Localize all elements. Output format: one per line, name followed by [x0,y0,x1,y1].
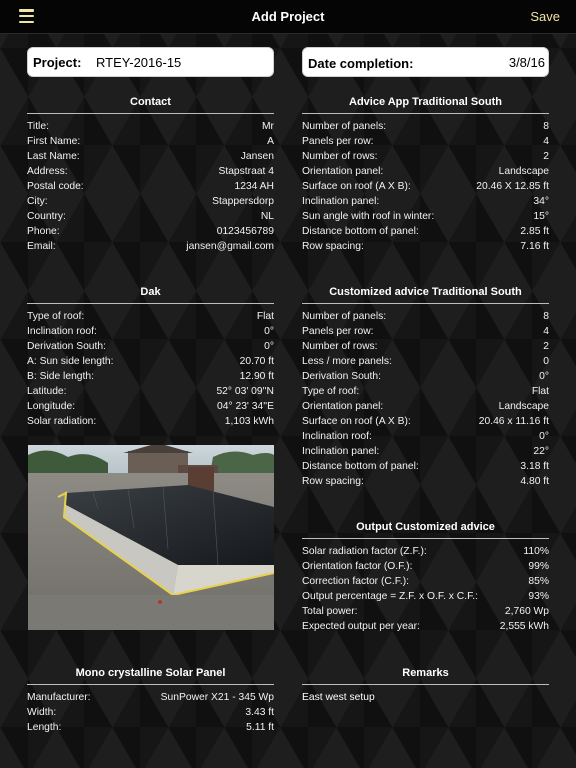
info-row-value: SunPower X21 - 345 Wp [160,692,274,703]
info-row [27,399,274,414]
remarks-text[interactable]: East west setup [302,692,375,703]
info-row-label: Distance bottom of panel: [302,461,419,472]
roof-photo-image [28,445,274,630]
info-row [27,324,274,339]
info-row-value: 1,103 kWh [224,416,274,427]
info-row-label: Number of panels: [302,311,387,322]
info-row-value: 20.46 X 12.85 ft [476,181,549,192]
info-row-value: 0° [539,431,549,442]
info-row-value: Jansen [240,151,274,162]
info-row [302,544,549,559]
info-row [27,239,274,254]
info-row-value: 0123456789 [216,226,274,237]
info-row-value: Flat [531,386,549,397]
dak-section [27,285,274,429]
info-row [27,705,274,720]
info-row-value: Landscape [498,401,549,412]
info-row [302,459,549,474]
solar-panel-section [27,666,274,735]
info-row [302,194,549,209]
info-row-value: Mr [261,121,274,132]
info-row-label: Output percentage = Z.F. x O.F. x C.F.: [302,591,478,602]
project-value: RTEY-2016-15 [96,55,182,70]
info-row [27,179,274,194]
output-title: Output Customized advice [302,520,549,539]
info-row-value: 1234 AH [234,181,274,192]
contact-section [27,95,274,254]
info-row-label: Orientation factor (O.F.): [302,561,413,572]
info-row-label: Inclination roof: [302,431,372,442]
info-row [302,339,549,354]
info-row-value: 85% [528,576,549,587]
info-row [302,209,549,224]
info-row-label: First Name: [27,136,81,147]
date-completion-label: Date completion: [308,56,414,71]
info-row-value: 2.85 ft [520,226,549,237]
info-row-value: 2 [543,151,549,162]
info-row-value: 99% [528,561,549,572]
info-row-value: Stappersdorp [212,196,274,207]
info-row [27,209,274,224]
info-row-label: Latitude: [27,386,67,397]
info-row-label: Postal code: [27,181,84,192]
info-row-label: Row spacing: [302,241,364,252]
info-row [27,149,274,164]
info-row [302,559,549,574]
info-row-label: Email: [27,241,56,252]
info-row-label: Panels per row: [302,326,374,337]
info-row-value: 5.11 ft [246,722,274,733]
info-row [27,369,274,384]
info-row [302,369,549,384]
info-row-label: Title: [27,121,49,132]
info-row-label: Distance bottom of panel: [302,226,419,237]
customized-advice-rows [302,309,549,489]
info-row-label: Inclination roof: [27,326,97,337]
info-row-label: Phone: [27,226,60,237]
info-row-label: Width: [27,707,57,718]
info-row-value: Landscape [498,166,549,177]
info-row [27,134,274,149]
info-row-label: Correction factor (C.F.): [302,576,409,587]
info-row-value: 2,760 Wp [504,606,549,617]
info-row [27,164,274,179]
info-row-value: 2,555 kWh [499,621,549,632]
info-row-value: 8 [543,311,549,322]
info-row-value: 0 [543,356,549,367]
info-row-label: Orientation panel: [302,166,384,177]
info-row [27,119,274,134]
info-row-value: 2 [543,341,549,352]
info-row-value: 34° [533,196,549,207]
info-row-label: Last Name: [27,151,80,162]
info-row-value: 0° [264,326,274,337]
advice-app-title: Advice App Traditional South [302,95,549,114]
info-row-value: 4 [543,136,549,147]
project-field[interactable] [27,47,274,77]
info-row-label: Manufacturer: [27,692,91,703]
info-row [302,119,549,134]
remarks-section[interactable] [302,666,549,705]
info-row-value: 4 [543,326,549,337]
info-row [302,429,549,444]
info-row-label: Derivation South: [302,371,381,382]
info-row [27,339,274,354]
info-row-value: 22° [533,446,549,457]
info-row-value: 3.18 ft [520,461,549,472]
contact-title: Contact [27,95,274,114]
info-row-value: 20.46 x 11.16 ft [478,416,549,427]
dak-title: Dak [27,285,274,304]
customized-advice-section [302,285,549,489]
info-row-value: A [267,136,274,147]
project-label: Project: [33,55,82,70]
info-row-label: Surface on roof (A X B): [302,181,411,192]
date-completion-field[interactable] [302,47,549,77]
info-row [27,354,274,369]
info-row-value: 15° [533,211,549,222]
info-row [302,309,549,324]
info-row-value: 04° 23' 34''E [217,401,274,412]
info-row-label: Solar radiation factor (Z.F.): [302,546,427,557]
info-row-label: Country: [27,211,66,222]
info-row-value: 0° [539,371,549,382]
info-row [302,224,549,239]
info-row-value: Stapstraat 4 [218,166,274,177]
info-row-label: Orientation panel: [302,401,384,412]
info-row-label: Less / more panels: [302,356,392,367]
info-row-value: 12.90 ft [239,371,274,382]
customized-advice-title: Customized advice Traditional South [302,285,549,304]
info-row-value: 52° 03' 09''N [216,386,274,397]
info-row [302,164,549,179]
info-row [27,309,274,324]
info-row-value: 93% [528,591,549,602]
info-row-label: Solar radiation: [27,416,97,427]
advice-app-section [302,95,549,254]
info-row-value: 4.80 ft [520,476,549,487]
roof-photo[interactable] [28,445,274,630]
info-row-label: A: Sun side length: [27,356,114,367]
info-row-label: Derivation South: [27,341,106,352]
info-row [302,444,549,459]
info-row-label: Expected output per year: [302,621,420,632]
info-row-label: Type of roof: [302,386,360,397]
info-row-label: B: Side length: [27,371,94,382]
date-completion-value: 3/8/16 [508,55,545,70]
info-row [302,604,549,619]
info-row-value: 20.70 ft [239,356,274,367]
info-row-label: Number of panels: [302,121,387,132]
info-row-value: 8 [543,121,549,132]
page-title: Add Project [251,9,325,24]
navigation-bar [0,0,576,34]
info-row-label: Sun angle with roof in winter: [302,211,435,222]
info-row-label: Inclination panel: [302,446,380,457]
info-row [27,194,274,209]
info-row [302,574,549,589]
info-row-label: Row spacing: [302,476,364,487]
save-button[interactable]: Save [530,9,560,24]
contact-rows [27,119,274,254]
dak-rows [27,309,274,429]
info-row-value: 3.43 ft [245,707,274,718]
info-row-label: Number of rows: [302,341,378,352]
info-row-value: 7.16 ft [520,241,549,252]
info-row-label: Longitude: [27,401,76,412]
info-row-value: 110% [523,546,549,557]
advice-app-rows [302,119,549,254]
info-row [302,149,549,164]
info-row [302,354,549,369]
info-row [302,474,549,489]
info-row-label: Address: [27,166,68,177]
info-row [302,414,549,429]
info-row-label: Inclination panel: [302,196,380,207]
output-rows [302,544,549,634]
info-row [27,384,274,399]
info-row [302,384,549,399]
remarks-title: Remarks [302,666,549,685]
info-row-label: Total power: [302,606,358,617]
info-row [302,324,549,339]
info-row [27,414,274,429]
solar-panel-rows [27,690,274,735]
info-row [302,134,549,149]
output-section [302,520,549,634]
info-row-value: 0° [264,341,274,352]
info-row [302,619,549,634]
info-row [27,690,274,705]
solar-panel-title: Mono crystalline Solar Panel [27,666,274,685]
info-row-value: jansen@gmail.com [186,241,274,252]
info-row-label: Panels per row: [302,136,374,147]
info-row-label: Number of rows: [302,151,378,162]
info-row [302,589,549,604]
info-row [302,399,549,414]
info-row-label: Surface on roof (A X B): [302,416,411,427]
info-row-label: Length: [27,722,62,733]
info-row-label: City: [27,196,48,207]
info-row [302,179,549,194]
info-row [27,224,274,239]
info-row-value: Flat [256,311,274,322]
info-row [27,720,274,735]
info-row-label: Type of roof: [27,311,85,322]
info-row [302,239,549,254]
info-row-value: NL [260,211,274,222]
